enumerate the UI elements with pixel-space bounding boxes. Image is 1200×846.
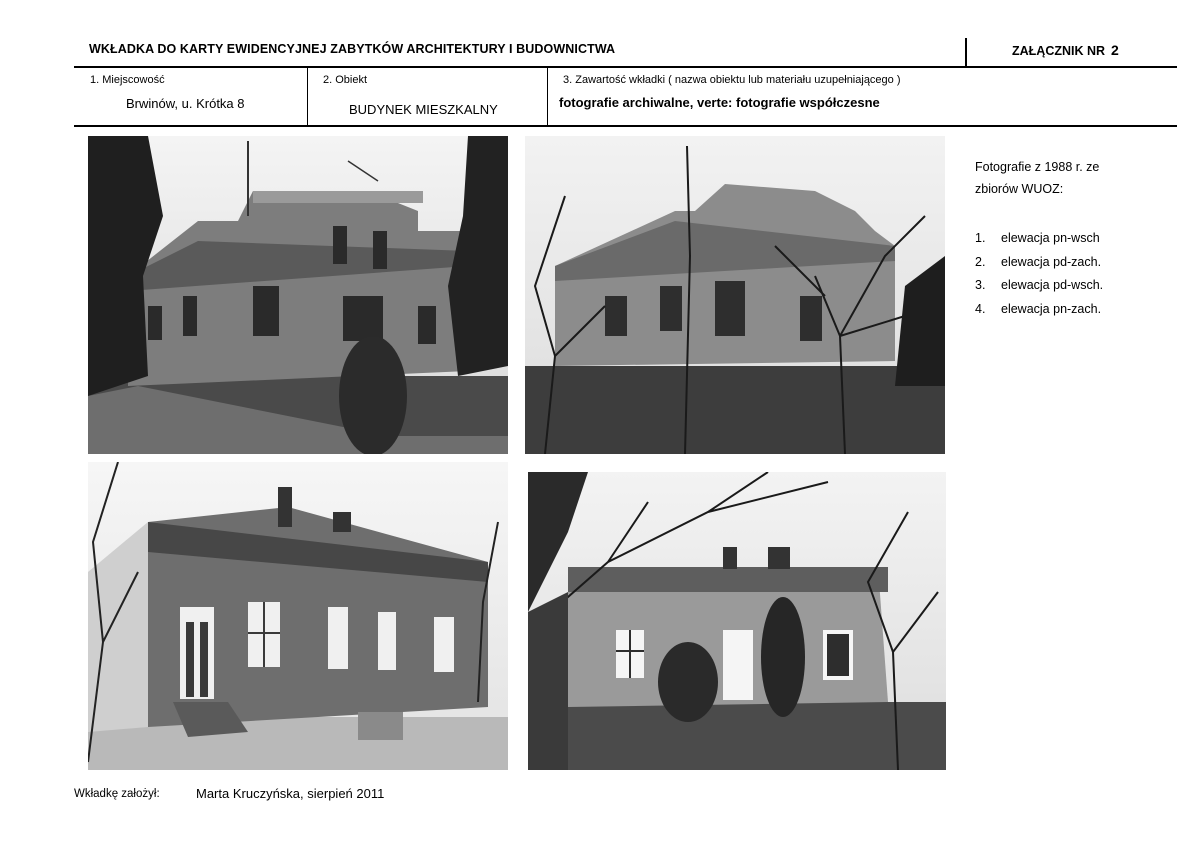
description-line-2: zbiorów WUOZ: [975, 182, 1064, 196]
annex-number: 2 [1111, 42, 1119, 58]
annex-label-text: ZAŁĄCZNIK NR [1012, 44, 1106, 58]
object-label: 2. Obiekt [323, 74, 368, 86]
footer-label: Wkładkę założył: [74, 788, 160, 800]
page-title: WKŁADKA DO KARTY EWIDENCYJNEJ ZABYTKÓW ARCHITEKTURY I BUDOWNICTWA [89, 42, 616, 56]
footer-value: Marta Kruczyńska, sierpień 2011 [196, 786, 385, 801]
locality-value: Brwinów, u. Krótka 8 [126, 96, 245, 111]
list-item-number: 1. [975, 231, 986, 245]
list-item [975, 227, 1103, 251]
list-item-number: 3. [975, 278, 986, 292]
field-divider-2 [547, 68, 548, 126]
list-item-number: 2. [975, 254, 986, 269]
list-item-number: 4. [975, 301, 986, 316]
photo-1 [88, 136, 508, 454]
annex-label [1012, 42, 1119, 58]
fields-rule [74, 125, 1177, 127]
list-item [975, 274, 1103, 298]
field-divider-1 [307, 68, 308, 126]
list-item-text: elewacja pn-wsch [1001, 231, 1100, 245]
header-rule [74, 66, 1177, 68]
list-item-text: elewacja pd-wsch. [1001, 278, 1104, 292]
photo-description [975, 156, 1099, 200]
header-divider [965, 38, 967, 67]
photo-list [975, 227, 1103, 321]
locality-label: 1. Miejscowość [90, 74, 165, 86]
list-item [975, 251, 1103, 275]
description-line-1: Fotografie z 1988 r. ze [975, 160, 1100, 174]
photo-2 [525, 136, 945, 454]
list-item-text: elewacja pd-zach. [1001, 254, 1102, 269]
contents-label: 3. Zawartość wkładki ( nazwa obiektu lub materiału uzupełniającego ) [563, 74, 901, 86]
list-item [975, 298, 1103, 322]
photo-3 [88, 462, 508, 770]
list-item-text: elewacja pn-zach. [1001, 301, 1102, 316]
object-value: BUDYNEK MIESZKALNY [349, 102, 498, 117]
contents-value: fotografie archiwalne, verte: fotografie współczesne [559, 95, 880, 110]
photo-4 [528, 472, 946, 770]
